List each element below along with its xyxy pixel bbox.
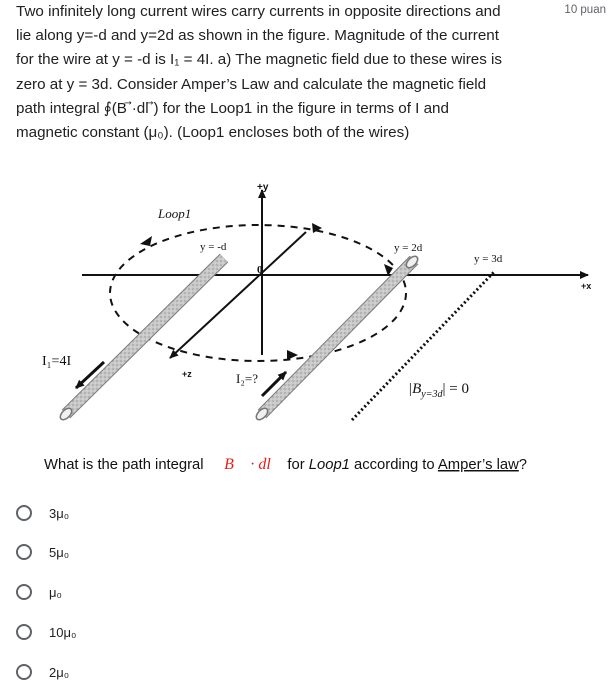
question-line-6: magnetic constant (μ₀). (Loop1 encloses both of the wires) (16, 124, 410, 142)
i2-label: I₂=? (236, 371, 258, 386)
wire-2-body (262, 260, 414, 414)
sub-question: What is the path integral ∮ B⃗ · dl⃗ for Loop1 according to Amper’s law? (44, 456, 528, 473)
y-axis-label: +y (257, 182, 269, 193)
option-label: 2μ₀ (49, 664, 70, 680)
option-1[interactable] (16, 499, 69, 527)
loop1-label: Loop1 (158, 206, 192, 221)
radio-button[interactable] (16, 664, 32, 680)
x-axis-label: +x (581, 281, 592, 291)
option-3[interactable] (16, 578, 62, 606)
option-label: μ₀ (49, 584, 62, 600)
points-label: 10 puan (564, 4, 606, 16)
radio-button[interactable] (16, 505, 32, 521)
loop-arrow-left (140, 236, 152, 246)
z-axis-label: +z (182, 369, 192, 379)
option-label: 5μ₀ (49, 544, 70, 560)
wire-2-top (404, 254, 420, 270)
option-5[interactable] (16, 658, 69, 686)
radio-button[interactable] (16, 624, 32, 640)
b-zero-condition: $|B_{y=3d}| = 0$ (408, 381, 469, 400)
question-line-2: lie along y=-d and y=2d as shown in the figure. Magnitude of the current (16, 27, 499, 45)
question-line-4: zero at y = 3d. Consider Amper’s Law and calculate the magnetic field (16, 75, 487, 93)
question-line-3: for the wire at y = -d is I₁ = 4I. a) The magnetic field due to these wires is (16, 51, 503, 69)
i1-label: I₁=4I (42, 354, 72, 369)
option-4[interactable] (16, 618, 76, 646)
wire-1-end (58, 406, 74, 422)
option-label: 3μ₀ (49, 505, 70, 521)
wire-2-position-label: y = 2d (394, 242, 423, 254)
origin-label: 0 (257, 264, 263, 276)
question-line-1: Two infinitely long current wires carry currents in opposite directions and (16, 3, 501, 20)
option-label: 10μ₀ (49, 624, 77, 640)
option-2[interactable] (16, 538, 69, 566)
wire-1-position-label: y = -d (200, 241, 227, 253)
question-line-5: path integral ∮(B ⃗·dl ⃗) for the Loop1 in the figure in terms of I and (16, 99, 449, 117)
y3d-position-label: y = 3d (474, 253, 503, 265)
wire-1-body (66, 258, 224, 414)
loop1-path (110, 225, 406, 361)
wire-2-end (254, 406, 270, 422)
radio-button[interactable] (16, 584, 32, 600)
radio-button[interactable] (16, 544, 32, 560)
